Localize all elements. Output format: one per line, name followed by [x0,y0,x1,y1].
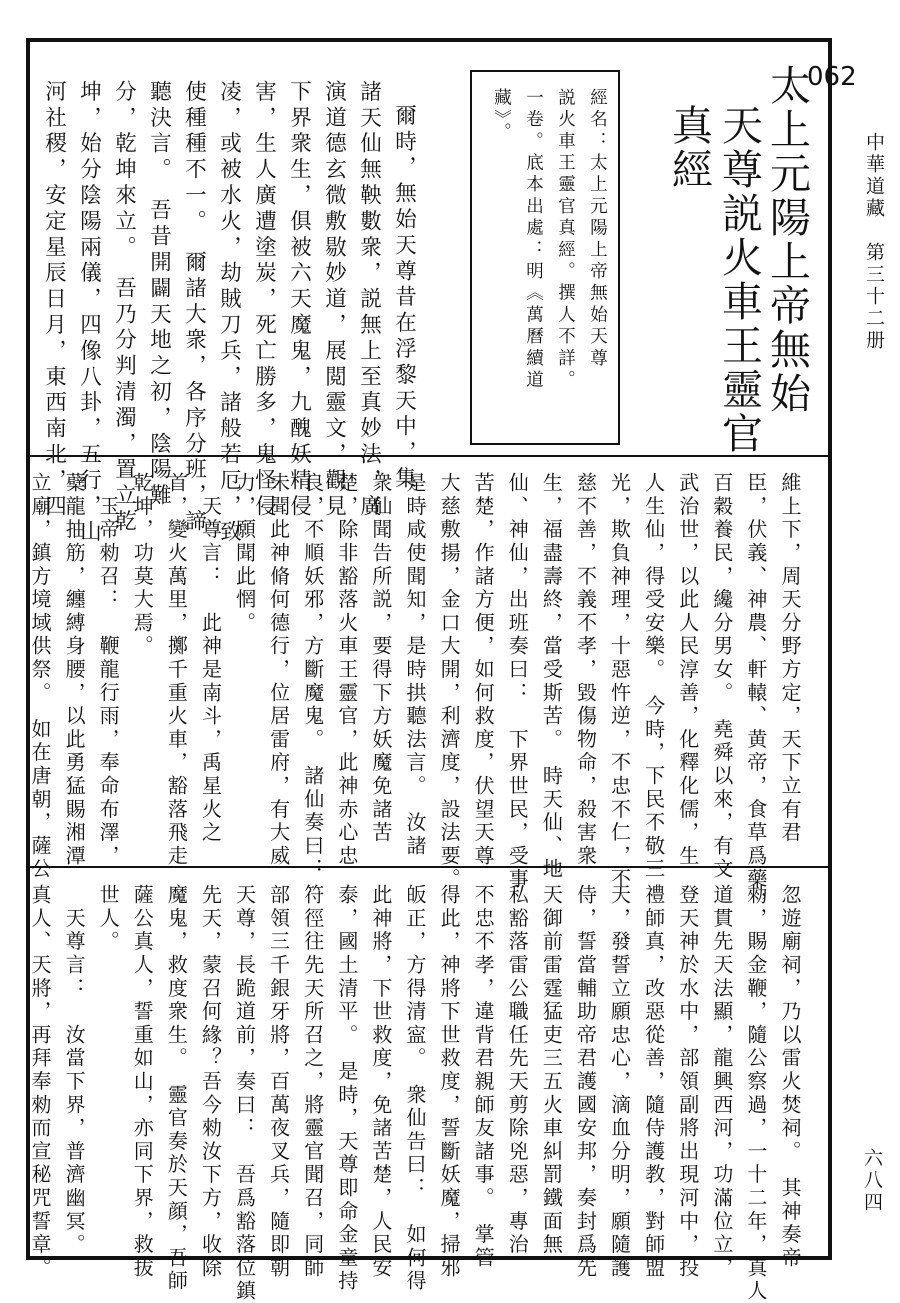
collection-header: 中華道藏 第三十二册 [863,132,885,352]
bot-col-23: 真人、天將，再拜奉勑而宣秘咒誓章。 [28,884,52,1281]
mid-col-14: 楚，除非豁落火車王靈官，此神赤心忠 [334,472,359,869]
mid-col-19: 首，變火萬里，擲千重火車，豁落飛走 [164,472,189,869]
bot-col-19: 魔鬼，救度衆生。 靈官奏於天顔，吾師 [164,884,189,1294]
top-col-1: 爾時，無始天尊昔在浮黎天中，集 [391,104,417,493]
mid-col-11: 大慈敷揚，金口大開，利濟度，設法要。 [437,472,462,892]
bot-col-21: 世人。 [96,884,121,954]
top-col-8: 聽決言。 吾昔開闢天地之初，陰陽難 [146,80,172,510]
top-col-7: 使種種不一。 爾諸大衆，各序分班，諦 [181,80,207,536]
bot-col-10: 不忠不孝，違背君親師友諸事。 掌管 [471,884,496,1271]
title-number: 062 [807,62,857,92]
mid-col-7: 慈不善，不義不孝，毀傷物命，殺害衆 [573,472,598,869]
mid-col-2: 臣，伏義、神農、軒轅、黄帝，食草爲藥， [743,472,768,915]
mid-col-10: 苦楚，作諸方便，如何救度，伏望天尊 [471,472,496,869]
bot-col-11: 得此，神將下世救度，誓斷妖魔，掃邪 [437,884,462,1281]
mid-col-13: 衆仙聞告所説，要得下方妖魔免諸苦 [368,472,393,845]
divider-bottom [30,866,828,868]
top-col-11: 河社稷，安定星辰日月，東西南北，四 [41,80,67,521]
top-col-3: 演道德玄微敷敭妙道，展閲靈文，觀見 [321,80,347,521]
bot-col-22: 天尊言： 汝當下界，普濟幽冥。 [62,884,87,1257]
bot-col-18: 先天，蒙召何緣？吾今勑汝下方，收除 [198,884,223,1281]
bot-col-1: 忽遊廟祠，乃以雷火焚祠。 其神奏帝 [778,884,802,1271]
mid-col-12: 是時咸使聞知，是時拱聽法言。 汝諸 [403,472,427,859]
mid-col-20: 乾坤，功莫大焉。 [130,472,155,659]
top-col-9: 分，乾坤來立。 吾乃分判清濁，置立乾 [111,80,137,536]
bot-col-15: 符徑往先天所召之，將靈官聞召，同師 [300,884,325,1281]
title-text-1: 太上元陽上帝無始 [763,64,811,416]
title-line-2: 天尊説火車王靈官 [715,104,763,456]
title-line-3: 真經 [665,104,713,192]
bot-col-6: 天，發誓立願忠心，滴血分明，願隨護 [607,884,632,1281]
bot-col-7: 侍，誓當輔助帝君護國安邦，奏封爲先 [573,884,598,1281]
note-line-2: 説火車王靈官真經。撰人不詳。 [555,88,576,392]
mid-col-6: 光，欺負神理，十惡忤逆，不忠不仁，不 [607,472,632,892]
page-number: 六八四 [861,1148,883,1214]
top-col-10: 坤，始分陰陽兩儀，四像八卦，五行，山 [76,80,102,547]
bot-col-20: 薩公真人，誓重如山，亦同下界，救拔 [130,884,155,1281]
top-col-5: 害，生人廣遭塗炭，死亡勝多，鬼怪侵 [251,80,277,521]
mid-col-21: 玉帝勑召： 鞭龍行雨，奉命布澤， [96,472,121,869]
mid-col-18: 天尊言： 此神是南斗，禹星火之 [198,472,223,845]
mid-col-23: 立廟，鎮方境域供祭。 如在唐朝，薩公 [28,472,52,882]
top-col-2: 諸天仙無鞅數衆，説無上至真妙法，廣 [356,80,382,521]
mid-col-1: 維上下，周天分野方定，天下立有君 [778,472,802,845]
bot-col-14: 泰，國土清平。 是時，天尊即命金童持 [334,884,359,1294]
bot-col-8: 天御前雷霆猛吏三五火車糾罰鐵面無 [539,884,564,1257]
note-line-4: 藏》。 [491,88,512,145]
top-col-4: 下界衆生，俱被六天魔鬼，九醜妖精侵 [286,80,312,521]
mid-col-17: 力，願聞此惘。 [232,472,257,636]
mid-col-8: 生，福盡壽終，當受斯苦。 時天仙、地 [539,472,564,882]
top-col-6: 凌，或被水火，劫賊刀兵，諸般若厄，致 [216,80,242,547]
bot-col-13: 此神將，下世救度，免諸苦楚，人民安 [368,884,393,1281]
mid-col-15: 良，不順妖邪，方斷魔鬼。 諸仙奏曰： [300,472,325,882]
bot-col-5: 禮師真，改惡從善，隨侍護教，對師盟 [641,884,666,1281]
mid-col-16: 未聞此神脩何德行，位居雷府，有大威 [266,472,291,869]
bot-col-2: 勑，賜金鞭，隨公察過，一十二年，真人 [743,884,768,1303]
mid-col-5: 人生仙，得受安樂。 今時，下民不敬三 [641,472,666,882]
note-line-3: 一卷。底本出處：明《萬曆續道 [523,88,544,392]
mid-col-3: 百穀養民，纔分男女。 堯舜以來，有文 [709,472,734,882]
note-line-1: 經名：太上元陽上帝無始天尊 [587,88,608,371]
mid-col-22: 蘗龍抽筋，纏縛身腰，以此勇猛賜湘潭 [62,472,87,869]
bot-col-12: 皈正，方得清寍。 衆仙告曰： 如何得 [403,884,427,1294]
bot-col-17: 天尊，長跪道前，奏曰： 吾爲豁落位鎮 [232,884,257,1303]
bot-col-4: 登天神於水中，部領副將出現河中，投 [675,884,700,1281]
bot-col-16: 部領三千銀牙將，百萬夜叉兵，隨即朝 [266,884,291,1281]
bot-col-9: 私豁落雷公職任先天剪除兇惡，專治 [505,884,530,1257]
title-line-1 [763,62,857,416]
mid-col-4: 武治世，以此人民淳善，化釋化儒，生 [675,472,700,869]
bot-col-3: 道貫先天法顯，龍興西河，功滿位立， [709,884,734,1281]
mid-col-9: 仙、神仙，出班奏曰： 下界世民，受事 [505,472,530,892]
